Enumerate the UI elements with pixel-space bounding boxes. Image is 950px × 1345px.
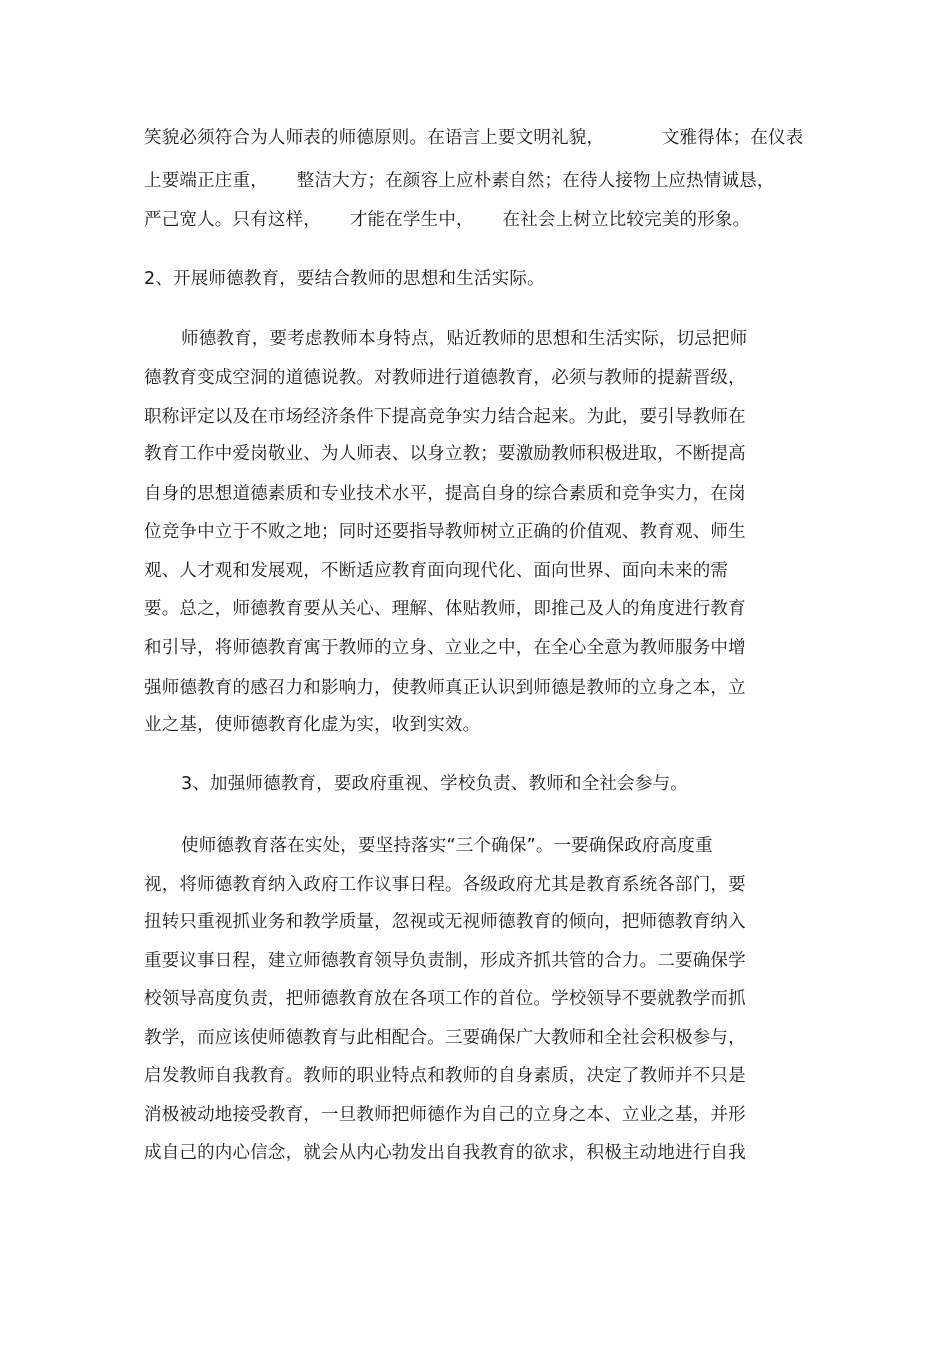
text-line: 教学，而应该使师德教育与此相配合。三要确保广大教师和全社会积极参与， [144,1028,746,1048]
text-line: 严己宽人。只有这样， 才能在学生中， 在社会上树立比较完美的形象。 [144,210,751,230]
text-line: 教育工作中爱岗敬业、为人师表、以身立教；要激励教师积极进取，不断提高 [144,444,746,464]
text-line: 使师德教育落在实处，要坚持落实“三个确保”。一要确保政府高度重 [181,836,713,856]
text-line: 师德教育，要考虑教师本身特点，贴近教师的思想和生活实际，切忌把师 [181,329,748,349]
section-heading: 3、加强师德教育，要政府重视、学校负责、教师和全社会参与。 [181,774,688,794]
text-line: 消极被动地接受教育，一旦教师把师德作为自己的立身之本、立业之基，并形 [144,1105,746,1125]
text-line: 笑貌必须符合为人师表的师德原则。在语言上要文明礼貌， 文雅得体；在仪表 [144,128,804,148]
text-line: 自身的思想道德素质和专业技术水平，提高自身的综合素质和竞争实力，在岗 [144,484,746,504]
text-line: 位竞争中立于不败之地；同时还要指导教师树立正确的价值观、教育观、师生 [144,522,746,542]
text-line: 启发教师自我教育。教师的职业特点和教师的自身素质，决定了教师并不只是 [144,1066,746,1086]
text-line: 校领导高度负责，把师德教育放在各项工作的首位。学校领导不要就教学而抓 [144,989,746,1009]
text-line: 和引导，将师德教育寓于教师的立身、立业之中，在全心全意为教师服务中增 [144,638,746,658]
text-line: 成自己的内心信念，就会从内心勃发出自我教育的欲求，积极主动地进行自我 [144,1143,746,1163]
text-line: 观、人才观和发展观，不断适应教育面向现代化、面向世界、面向未来的需 [144,561,729,581]
section-heading: 2、开展师德教育，要结合教师的思想和生活实际。 [144,269,545,289]
text-line: 业之基，使师德教育化虚为实，收到实效。 [144,715,481,735]
text-line: 职称评定以及在市场经济条件下提高竞争实力结合起来。为此，要引导教师在 [144,407,746,427]
text-line: 上要端正庄重， 整洁大方；在颜容上应朴素自然；在待人接物上应热情诚恳， [144,171,775,191]
text-line: 德教育变成空洞的道德说教。对教师进行道德教育，必须与教师的提薪晋级， [144,368,746,388]
text-line: 视，将师德教育纳入政府工作议事日程。各级政府尤其是教育系统各部门，要 [144,875,746,895]
text-line: 强师德教育的感召力和影响力，使教师真正认识到师德是教师的立身之本，立 [144,678,746,698]
text-line: 要。总之，师德教育要从关心、理解、体贴教师，即推己及人的角度进行教育 [144,599,746,619]
text-line: 重要议事日程，建立师德教育领导负责制，形成齐抓共管的合力。二要确保学 [144,951,746,971]
text-line: 扭转只重视抓业务和教学质量，忽视或无视师德教育的倾向，把师德教育纳入 [144,912,746,932]
